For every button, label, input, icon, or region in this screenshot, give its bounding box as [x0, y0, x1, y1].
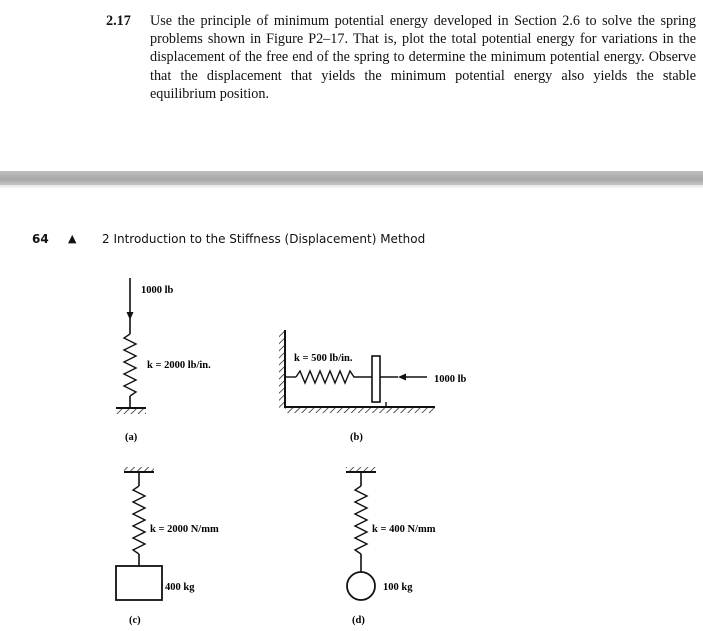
mass-label-c: 400 kg	[165, 582, 195, 593]
spring-d-icon	[355, 486, 367, 554]
caption-c: (c)	[129, 615, 141, 626]
figure-b	[279, 330, 467, 443]
caption-b: (b)	[350, 432, 363, 443]
ground-support-a	[116, 409, 146, 414]
chapter-title: 2 Introduction to the Stiffness (Displacement) Method	[102, 232, 426, 246]
page-number: 64	[32, 232, 49, 246]
mass-block-c	[116, 566, 162, 600]
stiffness-label-d: k = 400 N/mm	[372, 524, 436, 535]
block-b	[372, 356, 380, 402]
figure-a	[116, 278, 211, 443]
mass-ball-d	[347, 572, 375, 600]
caption-d: (d)	[352, 615, 365, 626]
figure-d	[346, 467, 436, 626]
force-label-a: 1000 lb	[141, 285, 174, 296]
caption-a: (a)	[125, 432, 138, 443]
problem-number: 2.17	[106, 13, 131, 29]
spring-b-icon	[296, 371, 372, 383]
stiffness-label-c: k = 2000 N/mm	[150, 524, 219, 535]
force-label-b: 1000 lb	[434, 374, 467, 385]
spring-c-icon	[133, 486, 145, 554]
stiffness-label-a: k = 2000 lb/in.	[147, 360, 211, 371]
spring-a-icon	[124, 334, 136, 396]
figure-c	[116, 467, 219, 626]
problem-text: Use the principle of minimum potential energy developed in Section 2.6 to solve the spring problems shown in Figure P2–17. That is, plot the total potential energy for variations in the displacement of the free end of the spring to determine the minimum potential energy. Observe that the displacement that yields the minimum potential energy also yields the stable equilibrium position.	[150, 13, 696, 102]
arrow-head-b-icon	[398, 374, 406, 381]
stiffness-label-b: k = 500 lb/in.	[294, 353, 353, 364]
triangle-marker-icon: ▲	[68, 232, 77, 245]
mass-label-d: 100 kg	[383, 582, 413, 593]
